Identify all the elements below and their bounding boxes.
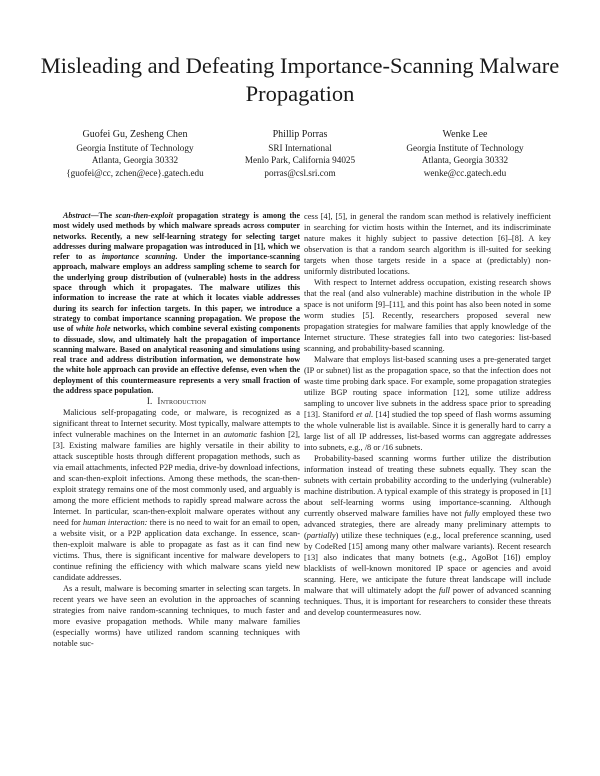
paragraph bbox=[53, 407, 300, 583]
section-number: I. bbox=[146, 396, 153, 407]
section-title: Introduction bbox=[157, 396, 207, 407]
abstract-dash: —The bbox=[90, 211, 116, 220]
abstract-term: importance scanning bbox=[101, 252, 176, 262]
abstract-term: white hole bbox=[75, 324, 111, 334]
right-column bbox=[304, 211, 551, 618]
section-heading bbox=[53, 396, 300, 407]
emphasis: et al. bbox=[356, 410, 374, 419]
emphasis: human interaction: bbox=[82, 518, 148, 528]
paper-title: Misleading and Defeating Importance-Scanning Malware Propagation bbox=[40, 53, 560, 106]
author-email: porras@csl.sri.com bbox=[264, 167, 336, 178]
abstract-label: Abstract bbox=[63, 211, 91, 220]
author-affiliation: SRI International bbox=[268, 142, 332, 153]
emphasis: partially bbox=[306, 531, 336, 540]
author-address: Atlanta, Georgia 30332 bbox=[421, 155, 509, 166]
paragraph bbox=[304, 354, 551, 453]
author-email: wenke@cc.gatech.edu bbox=[423, 167, 507, 178]
paragraph: cess [4], [5], in general the random scan method is relatively inefficient in searching for victim hosts within the Internet, and its indiscriminate nature makes it highly subject to passive detection [6]–[8]. A key observation is that a random search algorithm is ill-suited for seeking targets when those targets reside in a space at (predictably) non-uniformly distributed locations. bbox=[304, 212, 551, 276]
author-address: Menlo Park, California 94025 bbox=[244, 155, 356, 166]
emphasis: fully bbox=[464, 509, 480, 518]
paragraph-text: [14] studied the top speed of flash worms assuming the whole vulnerable list is available. Since it is generally hard to carry a large list of all IP addresses, list-based worms can aggregate addresses into subnets, e.g., /8 or /16 subnets. bbox=[304, 410, 552, 452]
paragraph-text: Malware that employs list-based scanning uses a pre-generated target (IP or subnet) list as the propagation space, so that the infection does not waste time probing dark space. For example, some propagation strategies utilize BGP routing space information [12], some utilize address sampling to uncover live subnets in the address space prior to spreading [13]. Staniford bbox=[304, 355, 551, 419]
abstract-term: scan-then-exploit bbox=[115, 211, 173, 220]
emphasis: automatic bbox=[223, 430, 258, 440]
paragraph: With respect to Internet address occupation, existing research shows that the real (and also vulnerable) machine distribution in the whole IP space is not uniform [9]–[11], and this point has also been noted in some worm studies [5]. Recently, researchers proposed several new propagation strategies for malware families that apply knowledge of the Internet structure. These strategies fall into two categories: list-based scanning, and probability-based scanning. bbox=[304, 278, 551, 353]
paragraph-text: ) utilize these techniques (e.g., local preference scanning, used by CodeRed [15] among many other malware variants). Recent research [13] also indicates that many botnets (e.g., AgoBot [16]) employ blacklists of well-known monitored IP space or agencies and avoid scanning. Here, we anticipate the future threat landscape will include malware that will ultimately adopt the bbox=[304, 531, 551, 595]
author-name: Phillip Porras bbox=[272, 129, 328, 140]
author-address: Atlanta, Georgia 30332 bbox=[91, 155, 179, 166]
author-name: Guofei Gu, Zesheng Chen bbox=[82, 129, 188, 140]
emphasis: full bbox=[438, 586, 450, 595]
abstract-text: propagation strategy is among the most widely used methods by which malware spreads across computer networks. Recently, a new self-learning strategy for selecting target addresses during malware propagation was introduced in [1], which we refer to as bbox=[53, 211, 300, 262]
author-block bbox=[55, 129, 545, 185]
author-1 bbox=[55, 129, 215, 179]
author-name: Wenke Lee bbox=[442, 129, 488, 140]
author-3 bbox=[385, 129, 545, 179]
author-email: {guofei@cc, zchen@ece}.gatech.edu bbox=[66, 167, 204, 178]
abstract-text: . Under the importance-scanning approach, malware employs an address sampling scheme to search for the underlying group distribution of (vulnerable) hosts in the address space through which it propagates. The malware utilizes this information to increase the rate at which it locates viable addresses during its search for infection targets. In this paper, we introduce a strategy to combat importance scanning propagation. We propose the use of bbox=[53, 252, 300, 334]
paragraph-text: employed these two advanced strategies, there are already many preliminary attempts to ( bbox=[304, 509, 551, 540]
paragraph bbox=[304, 453, 551, 618]
author-2 bbox=[225, 129, 375, 179]
paragraph-text: there is no need to wait for an email to open, a website visit, or a P2P application data exchange. In essence, scan-then-exploit malware is able to propagate as fast as it can find new victims. Thus, there is significant incentive for malware developers to continue refining the efficiency with which malware scans yield new candidate addresses. bbox=[53, 518, 300, 583]
left-column bbox=[53, 211, 300, 649]
paragraph-text: fashion [2], [3]. Existing malware families are highly versatile in their ability to attack susceptible hosts through different propagation methods, such as via email attachments, infected P2P media, drive-by download infections, and scan-then-exploit infections. Among these methods, the scan-then-exploit strategy remains one of the most commonly used, and arguably is among the more efficient methods to rapidly spread malware across the Internet. In particular, scan-then-exploit malware operates without any need for bbox=[53, 430, 300, 528]
paragraph-text: power of advanced scanning techniques. Thus, it is important for researchers to consider these threats and develop countermeasures now. bbox=[304, 586, 552, 617]
author-affiliation: Georgia Institute of Technology bbox=[406, 142, 524, 153]
author-affiliation: Georgia Institute of Technology bbox=[76, 142, 194, 153]
paragraph-text: Malicious self-propagating code, or malware, is recognized as a significant threat to Internet security. Most typically, malware attempts to infect vulnerable machines on the Internet in an bbox=[53, 408, 300, 440]
paragraph: As a result, malware is becoming smarter in selecting scan targets. In recent years we have seen an evolution in the approaches of scanning strategies from naive random-scanning techniques, to much faster and more evasive propagation methods. While many malware families (especially worms) have utilized random scanning techniques with notable suc- bbox=[53, 584, 300, 649]
abstract-text: networks, which combine several existing components to dissuade, slow, and ultimately halt the propagation of importance scanning malware. Based on analytical reasoning and simulations using real trace and address distribution information, we demonstrate how the white hole approach can provide an effective defense, even when the deployment of this countermeasure represents a very small fraction of the address space population. bbox=[53, 324, 300, 396]
abstract bbox=[53, 211, 300, 396]
paragraph-text: Probability-based scanning worms further utilize the distribution information instead of treating these subnets equally. They scan the subnets with certain probability according to the underlying (vulnerable) machine distribution. A typical example of this strategy is proposed in [1] about self-learning worms using importance-scanning. Although currently observed malware families have not bbox=[304, 454, 551, 518]
